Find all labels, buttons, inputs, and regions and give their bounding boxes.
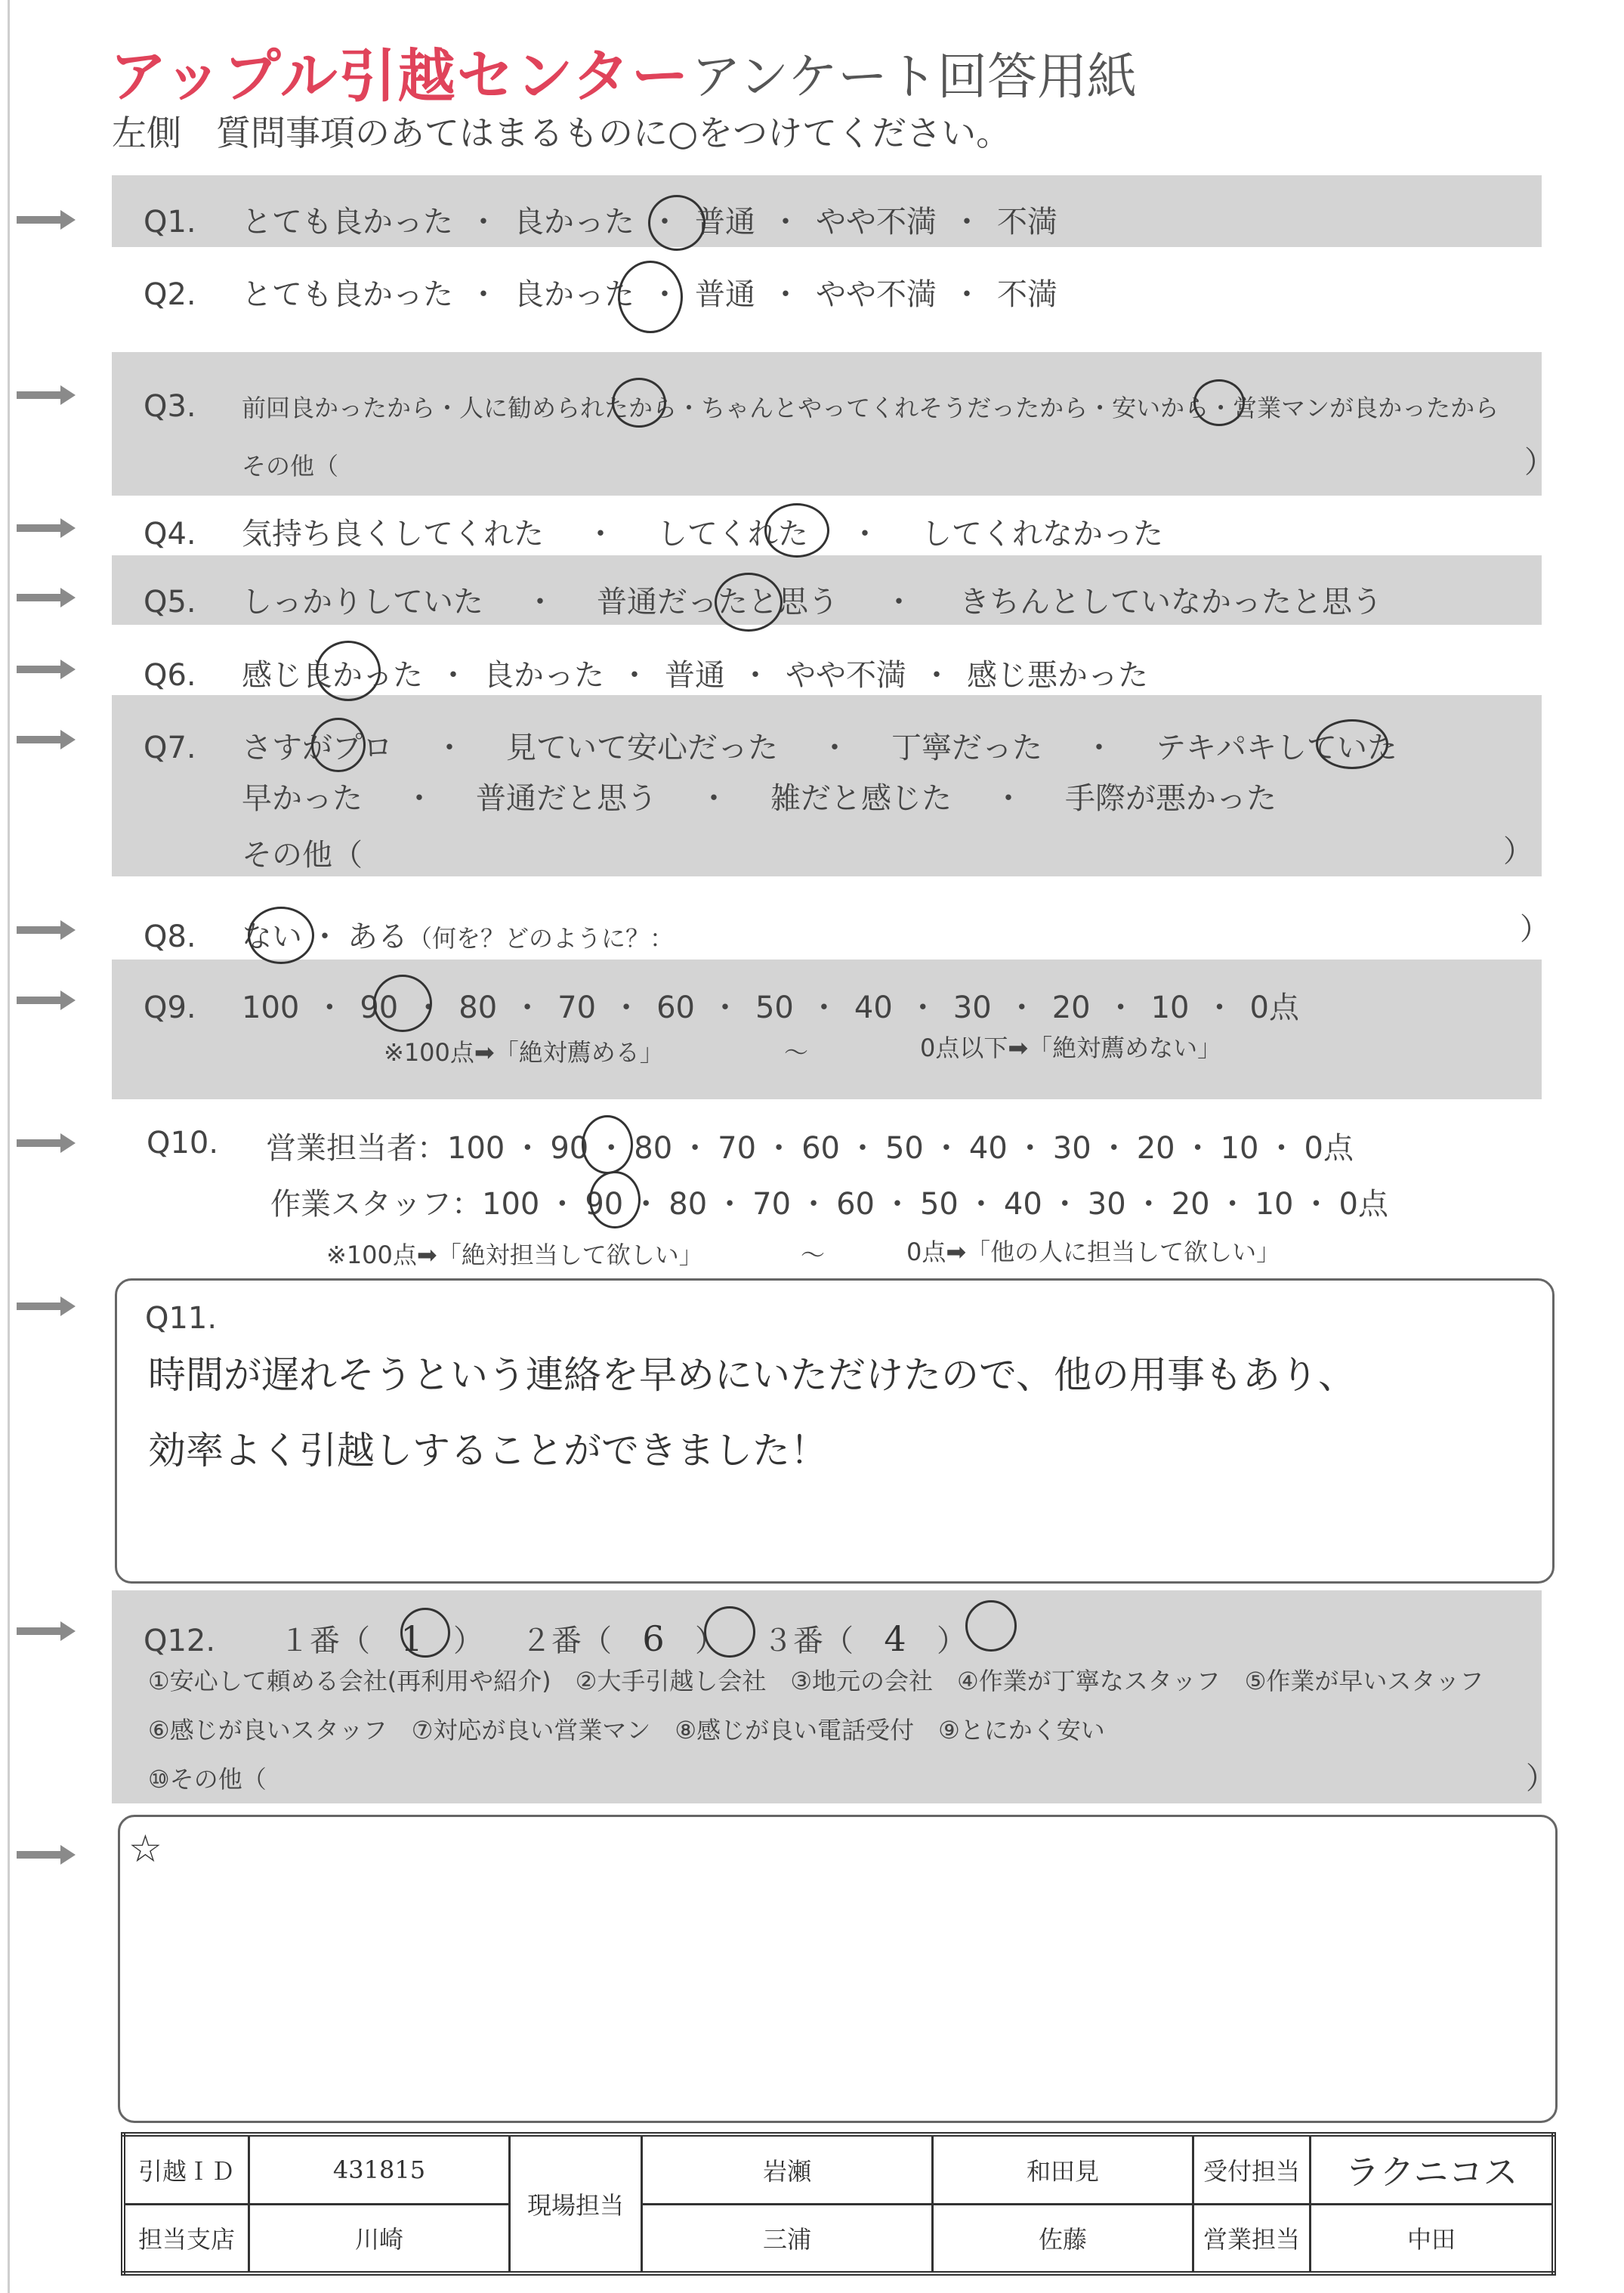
q3-label: Q3. [144, 389, 196, 424]
q5-answer-circle [715, 573, 783, 632]
q3-option[interactable]: 営業マンが良かったから [1233, 394, 1499, 422]
binding-margin-line [8, 0, 10, 2293]
q6-option[interactable]: 感じ悪かった [967, 658, 1148, 693]
q7-row-1: Q7. さすがプロ ・ 見ていて安心だった ・ 丁寧だった ・ テキパキしていた [144, 731, 1397, 765]
q10-sales-score[interactable]: 10 [1220, 1131, 1259, 1166]
q1-answer-circle [648, 195, 705, 251]
q6-option[interactable]: 普通 [665, 658, 725, 693]
q6-row: Q6. 感じ良かった ・ 良かった ・ 普通 ・ やや不満 ・ 感じ悪かった [144, 658, 1148, 693]
q1-label: Q1. [144, 205, 196, 239]
q5-option[interactable]: きちんとしていなかったと思う [959, 585, 1382, 620]
q10-staff-score[interactable]: 20 [1171, 1187, 1210, 1222]
q7-other[interactable]: その他（ [242, 838, 363, 873]
q5-row: Q5. しっかりしていた ・ 普通だったと思う ・ きちんとしていなかったと思う [144, 585, 1382, 620]
arrow-icon [17, 1845, 77, 1865]
reception-label: 受付担当 [1193, 2134, 1311, 2204]
q12-paren-close: ） [695, 1624, 725, 1658]
q12-row [144, 1617, 967, 1660]
q10-staff-score[interactable]: 100 [482, 1187, 540, 1222]
q9-note-right: 0点以下➡「絶対薦めない」 [920, 1034, 1222, 1062]
q3-option[interactable]: 安いから [1112, 394, 1209, 422]
staff-info-table [121, 2132, 1556, 2276]
q4-answer-circle [764, 503, 829, 558]
q4-option[interactable]: してくれた [657, 517, 808, 552]
q4-option[interactable]: してくれなかった [922, 517, 1163, 552]
q6-answer-circle [316, 641, 381, 701]
q10-note-right: 0点➡「他の人に担当して欲しい」 [906, 1238, 1281, 1266]
q9-score[interactable]: 50 [755, 990, 794, 1025]
q7-option[interactable]: 雑だと感じた [770, 781, 952, 816]
q1-option[interactable]: とても良かった [242, 205, 453, 239]
q8-option[interactable]: ない [242, 919, 302, 954]
q3-option[interactable]: 前回良かったから [242, 394, 436, 422]
q1-option[interactable]: 普通 [695, 205, 755, 239]
q8-option[interactable]: ある [347, 919, 408, 954]
q7-option[interactable]: テキパキしていた [1156, 731, 1397, 765]
q7-label: Q7. [144, 731, 196, 765]
star-icon: ☆ [128, 1827, 162, 1871]
q9-band [112, 960, 1542, 1099]
q12-choices-line-2: ⑥感じが良いスタッフ ⑦対応が良い営業マン ⑧感じが良い電話受付 ⑨とにかく安い [148, 1716, 1105, 1744]
q12-second-circle [704, 1606, 755, 1658]
q10-staff-answer-circle [589, 1171, 641, 1228]
q1-option[interactable]: やや不満 [816, 205, 937, 239]
q2-answer-circle [618, 261, 683, 333]
q3-answer-circle [612, 378, 666, 428]
q12-first-circle [400, 1608, 450, 1658]
q5-option[interactable]: しっかりしていた [242, 585, 483, 620]
q7-row-2: 早かった ・ 普通だと思う ・ 雑だと感じた ・ 手際が悪かった [242, 781, 1277, 816]
q8-answer-circle [248, 907, 314, 964]
q9-score[interactable]: 20 [1051, 990, 1091, 1025]
q7-option[interactable]: さすがプロ [242, 731, 393, 765]
q12-paren-close: ） [453, 1624, 483, 1658]
q12-second-label: ２番（ [521, 1624, 612, 1658]
q9-score[interactable]: 30 [952, 990, 992, 1025]
q12-third-circle [965, 1600, 1017, 1652]
q10-sales-score[interactable]: 70 [718, 1131, 757, 1166]
form-title: アンケート回答用紙 [691, 48, 1138, 106]
q12-first-label: １番（ [279, 1624, 370, 1658]
q10-sales-score[interactable]: 20 [1136, 1131, 1175, 1166]
arrow-icon [17, 660, 77, 679]
q10-staff-score[interactable]: 70 [752, 1187, 792, 1222]
q10-note-left: ※100点➡「絶対担当して欲しい」 [326, 1241, 703, 1269]
q12-paren-close: ） [937, 1624, 967, 1658]
q2-option[interactable]: とても良かった [242, 277, 453, 312]
q9-row: Q9. 100 ・ 90 ・ 80 ・ 70 ・ 60 ・ 50 ・ 40 ・ 30 ・ 20 ・ 10 ・ 0点 [144, 990, 1299, 1025]
q11-comment-line-1: 時間が遅れそうという連絡を早めにいただけたので、他の用事もあり、 [148, 1353, 1356, 1397]
q11-label: Q11. [145, 1301, 218, 1336]
q7-other-close: ） [1503, 834, 1533, 869]
q9-score[interactable]: 100 [242, 990, 300, 1025]
q10-staff-label: 作業スタッフ： [270, 1187, 482, 1222]
q10-label: Q10. [147, 1126, 219, 1160]
q9-score[interactable]: 40 [854, 990, 893, 1025]
q4-label: Q4. [144, 517, 196, 552]
arrow-icon [17, 588, 77, 607]
q8-hint: （何を？どのように？： [408, 924, 675, 953]
q10-note-tilde: 〜 [801, 1241, 826, 1269]
q10-sales-score[interactable]: 100 [447, 1131, 505, 1166]
q8-hint-close: ） [1520, 912, 1550, 947]
q10-staff-score[interactable]: 90 [585, 1187, 624, 1222]
q2-row: Q2. とても良かった ・ 良かった ・ 普通 ・ やや不満 ・ 不満 [144, 277, 1057, 312]
q1-option[interactable]: 不満 [997, 205, 1057, 239]
q3-other[interactable]: その他（ [242, 452, 339, 481]
q10-staff-score[interactable]: 10 [1255, 1187, 1294, 1222]
q4-row: Q4. 気持ち良くしてくれた ・ してくれた ・ してくれなかった [144, 517, 1163, 552]
field-staff-name[interactable]: 三浦 [642, 2204, 933, 2273]
sales-rep-label: 営業担当 [1193, 2204, 1311, 2273]
move-id-label: 引越ＩＤ [123, 2134, 249, 2204]
q12-second-value[interactable]: 6 [642, 1618, 665, 1659]
q7-option[interactable]: 見ていて安心だった [506, 731, 778, 765]
sales-rep-value[interactable]: 中田 [1311, 2204, 1555, 2273]
q5-option[interactable]: 普通だったと思う [597, 585, 838, 620]
q5-label: Q5. [144, 585, 196, 620]
q10-staff-score[interactable]: 80 [668, 1187, 708, 1222]
field-staff-name[interactable]: 佐藤 [933, 2204, 1193, 2273]
q8-label: Q8. [144, 919, 196, 954]
q7-option[interactable]: 丁寧だった [891, 731, 1042, 765]
instruction-text: 左側 質問事項のあてはまるものに○をつけてください。 [112, 113, 1011, 153]
q12-third-label: ３番（ [763, 1624, 854, 1658]
q3-other-close: ） [1524, 445, 1555, 480]
q10-sales-score[interactable]: 60 [801, 1131, 840, 1166]
q7-answer-circle [311, 718, 366, 772]
q10-sales-score[interactable]: 50 [885, 1131, 924, 1166]
q10-sales-score[interactable]: 40 [968, 1131, 1008, 1166]
free-comment-box[interactable] [118, 1815, 1558, 2123]
brand-title: アップル引越センター [110, 42, 690, 110]
branch-value[interactable]: 川崎 [249, 2204, 510, 2273]
q2-option[interactable]: 良かった [514, 277, 634, 312]
q6-option[interactable]: やや不満 [786, 658, 906, 693]
q3-option[interactable]: 人に勧められたから [459, 394, 678, 422]
arrow-icon [17, 518, 77, 538]
move-id-value[interactable]: 431815 [249, 2134, 510, 2204]
q9-score[interactable]: 80 [458, 990, 498, 1025]
q3-option[interactable]: ちゃんとやってくれそうだったから [701, 394, 1088, 422]
q2-label: Q2. [144, 277, 196, 312]
arrow-icon [17, 990, 77, 1010]
q2-option[interactable]: 普通 [695, 277, 755, 312]
q1-row: Q1. とても良かった ・ 良かった ・ 普通 ・ やや不満 ・ 不満 [144, 205, 1057, 239]
q12-other[interactable]: ⑩その他（ [148, 1765, 267, 1794]
q9-score[interactable]: 90 [360, 990, 399, 1025]
q10-staff-score[interactable]: 0点 [1338, 1187, 1388, 1222]
arrow-icon [17, 1133, 77, 1153]
q12-first-value[interactable]: 1 [400, 1618, 423, 1659]
arrow-icon [17, 210, 77, 230]
q3-row: Q3. 前回良かったから・人に勧められたから・ちゃんとやってくれそうだったから・安いから・営業マンが良かったから [144, 389, 1499, 424]
q7-option[interactable]: 普通だと思う [476, 781, 657, 816]
q9-score[interactable]: 70 [557, 990, 597, 1025]
arrow-icon [17, 1296, 77, 1316]
q10-staff-score[interactable]: 40 [1003, 1187, 1042, 1222]
reception-value[interactable]: ラクニコス [1311, 2134, 1555, 2204]
q9-label: Q9. [144, 990, 196, 1025]
q7-option[interactable]: 手際が悪かった [1065, 781, 1277, 816]
q6-option[interactable]: 感じ良かった [242, 658, 423, 693]
field-staff-name[interactable]: 和田見 [933, 2134, 1193, 2204]
q10-sales-label: 営業担当者： [266, 1131, 447, 1166]
q12-choices-line-1: ①安心して頼める会社(再利用や紹介) ②大手引越し会社 ③地元の会社 ④作業が丁寧なスタッフ ⑤作業が早いスタッフ [148, 1667, 1484, 1695]
q10-staff-score[interactable]: 50 [919, 1187, 959, 1222]
q10-sales-score[interactable]: 80 [634, 1131, 673, 1166]
q10-sales-score[interactable]: 30 [1052, 1131, 1091, 1166]
q9-note-tilde: 〜 [784, 1038, 809, 1067]
q7-answer-circle [1316, 719, 1388, 769]
q2-option[interactable]: 不満 [997, 277, 1057, 312]
q10-staff-score[interactable]: 60 [836, 1187, 875, 1222]
field-staff-name[interactable]: 岩瀬 [642, 2134, 933, 2204]
q4-option[interactable]: 気持ち良くしてくれた [242, 517, 544, 552]
q10-staff-row: 作業スタッフ：100 ・ 90 ・ 80 ・ 70 ・ 60 ・ 50 ・ 40 ・ 30 ・ 20 ・ 10 ・ 0点 [270, 1187, 1388, 1222]
q8-row: Q8. ない ・ ある（何を？どのように？： [144, 919, 675, 954]
arrow-icon [17, 920, 77, 940]
q1-option[interactable]: 良かった [514, 205, 634, 239]
q12-third-value[interactable]: 4 [884, 1618, 906, 1659]
q11-comment-line-2: 効率よく引越しすることができました！ [148, 1429, 828, 1473]
branch-label: 担当支店 [123, 2204, 249, 2273]
q12-label: Q12. [144, 1624, 216, 1658]
q7-option[interactable]: 早かった [242, 781, 363, 816]
q10-sales-score[interactable]: 0点 [1304, 1131, 1354, 1166]
arrow-icon [17, 730, 77, 749]
q12-other-close: ） [1526, 1761, 1556, 1796]
q6-option[interactable]: 良かった [483, 658, 604, 693]
q9-score[interactable]: 10 [1150, 990, 1190, 1025]
arrow-icon [17, 1621, 77, 1641]
q10-sales-row: 営業担当者：100 ・ 90 ・ 80 ・ 70 ・ 60 ・ 50 ・ 40 ・ 30 ・ 20 ・ 10 ・ 0点 [266, 1131, 1354, 1166]
q3-answer-circle [1193, 379, 1245, 426]
q9-answer-circle [373, 975, 432, 1032]
q6-label: Q6. [144, 658, 196, 693]
q9-score[interactable]: 60 [656, 990, 695, 1025]
q9-score[interactable]: 0点 [1249, 990, 1299, 1025]
arrow-icon [17, 385, 77, 405]
q9-note-left: ※100点➡「絶対薦める」 [384, 1038, 664, 1067]
q10-staff-score[interactable]: 30 [1087, 1187, 1126, 1222]
q10-sales-answer-circle [582, 1115, 633, 1174]
field-staff-label: 現場担当 [510, 2134, 642, 2273]
q10-sales-score[interactable]: 90 [550, 1131, 589, 1166]
q2-option[interactable]: やや不満 [816, 277, 937, 312]
